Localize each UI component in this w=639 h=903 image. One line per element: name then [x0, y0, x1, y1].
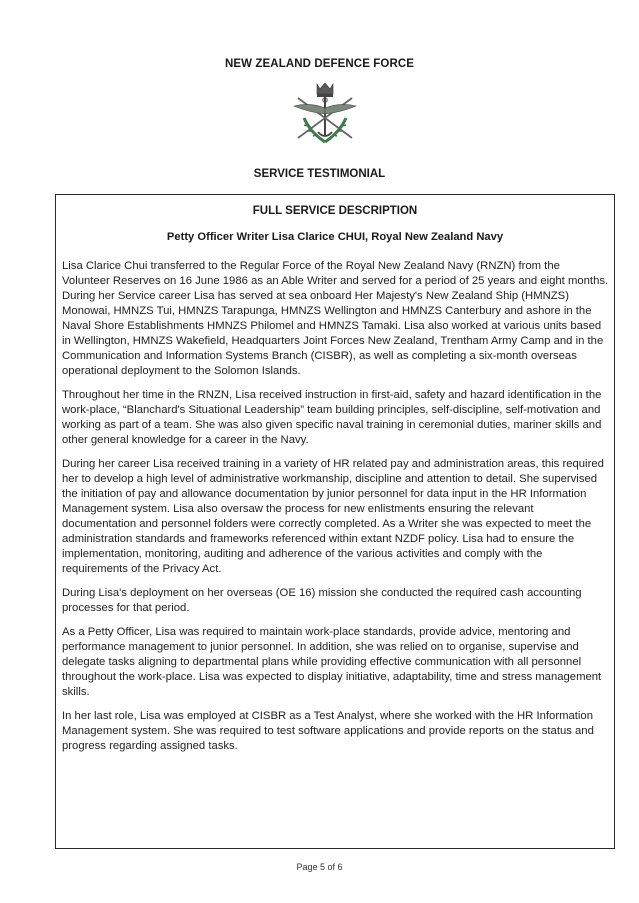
- body-text: [62, 259, 610, 763]
- section-title: FULL SERVICE DESCRIPTION: [252, 205, 418, 217]
- nzdf-crest-icon: [290, 80, 360, 148]
- subject-line: Petty Officer Writer Lisa Clarice CHUI, Royal New Zealand Navy: [166, 231, 504, 243]
- paragraph: In her last role, Lisa was employed at CISBR as a Test Analyst, where she worked with the HR Information Management system. She was required to test software applications and provide reports on the status and progress regarding assigned tasks.: [62, 710, 594, 752]
- organisation-title: NEW ZEALAND DEFENCE FORCE: [224, 58, 415, 70]
- service-description-box: [55, 194, 615, 849]
- paragraph: As a Petty Officer, Lisa was required to maintain work-place standards, provide advice, mentoring and performance management to junior personnel. In addition, she was relied on to organise, supervise and delegate tasks aligning to departmental plans while providing effective communication with all personnel throughout the work-place. Lisa was expected to display initiative, adaptability, time and stress management skills.: [62, 626, 602, 698]
- document-title: SERVICE TESTIMONIAL: [253, 168, 386, 180]
- paragraph: Lisa Clarice Chui transferred to the Regular Force of the Royal New Zealand Navy (RNZN) from the Volunteer Reserves on 16 June 1986 as an Able Writer and served for a period of 25 years and eight months. During her Service career Lisa has served at sea onboard Her Majesty's New Zealand Ship (HMNZS) Monowai, HMNZS Tui, HMNZS Tarapunga, HMNZS Wellington and HMNZS Canterbury and ashore in the Naval Shore Establishments HMNZS Philomel and HMNZS Tamaki. Lisa also worked at various units based in Wellington, HMNZS Wakefield, Headquarters Joint Forces New Zealand, Trentham Army Camp and in the Communication and Information Systems Branch (CISBR), as well as completing a six-month overseas operational deployment to the Solomon Islands.: [62, 260, 609, 377]
- paragraph: During her career Lisa received training in a variety of HR related pay and administration areas, this required her to develop a high level of administrative workmanship, discipline and attention to detail. She supervised the initiation of pay and allowance documentation by junior personnel for data input in the HR Information Management system. Lisa also oversaw the process for new enlistments ensuring the relevant documentation and personnel folders were correctly completed. As a Writer she was expected to meet the administration standards and frameworks referenced within extant NZDF policy. Lisa had to ensure the implementation, monitoring, auditing and adherence of the various activities and comply with the requirements of the Privacy Act.: [62, 458, 604, 575]
- paragraph: During Lisa's deployment on her overseas (OE 16) mission she conducted the required cash accounting processes for that period.: [62, 587, 582, 614]
- page-number: Page 5 of 6: [296, 862, 343, 872]
- paragraph: Throughout her time in the RNZN, Lisa received instruction in first-aid, safety and hazard identification in the work-place, “Blanchard's Situational Leadership” team building principles, self-discipline, self-motivation and working as part of a team. She was also given specific naval training in ceremonial duties, mariner skills and other general knowledge for a career in the Navy.: [62, 389, 602, 446]
